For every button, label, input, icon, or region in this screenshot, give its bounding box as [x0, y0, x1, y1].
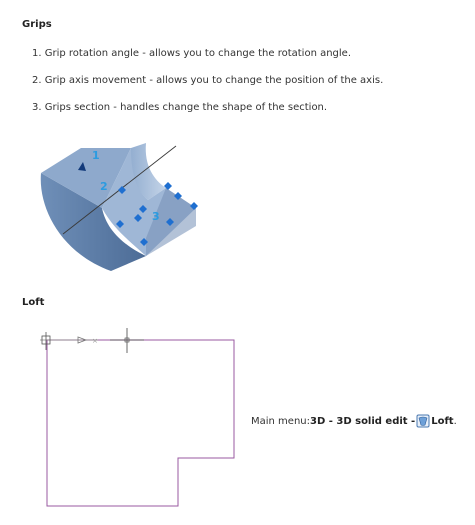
menu-prefix: Main menu: [251, 415, 310, 427]
figure-label-1: 1 [92, 149, 100, 162]
figure-label-3: 3 [152, 210, 160, 223]
grips-item-3: 3. Grips section - handles change the shape of the section. [32, 102, 328, 113]
loft-heading: Loft [22, 297, 45, 308]
menu-suffix: . [453, 415, 457, 427]
grips-item-1: 1. Grip rotation angle - allows you to change the rotation angle. [32, 48, 352, 59]
grips-heading: Grips [22, 19, 52, 30]
figure-label-2: 2 [100, 180, 108, 193]
menu-path: 3D - 3D solid edit - [310, 415, 416, 427]
x-mark-icon: × [92, 337, 98, 345]
loft-illustration [38, 328, 248, 513]
menu-command[interactable]: Loft [431, 415, 454, 427]
loft-section-outline [47, 340, 234, 506]
grips-illustration [36, 138, 206, 278]
loft-menu-path [251, 414, 457, 428]
grips-item-2: 2. Grip axis movement - allows you to change the position of the axis. [32, 75, 384, 86]
loft-icon[interactable] [416, 414, 430, 428]
